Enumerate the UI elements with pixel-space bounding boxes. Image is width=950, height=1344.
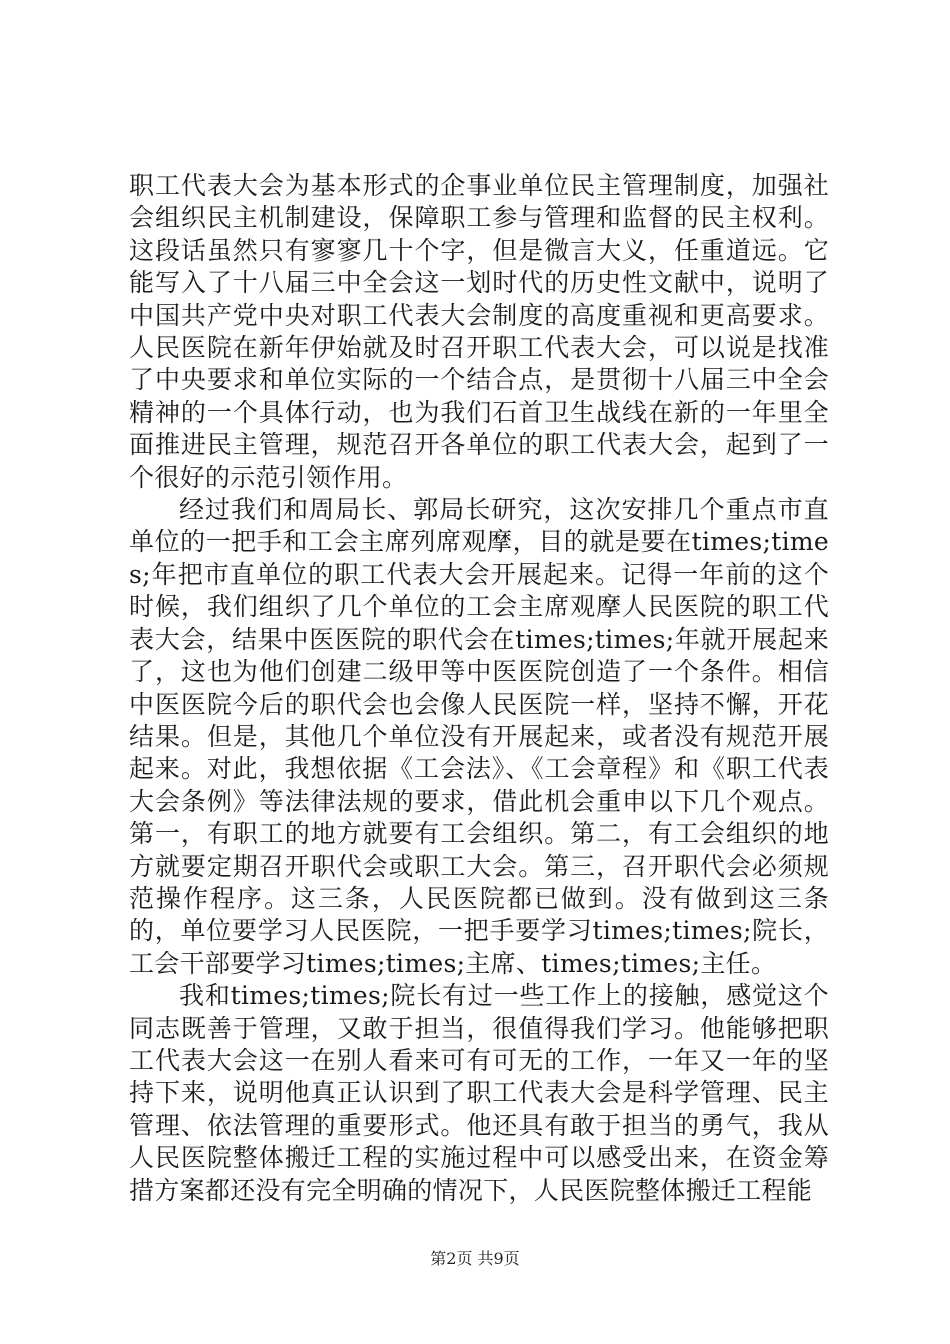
paragraph-2: 经过我们和周局长、郭局长研究，这次安排几个重点市直单位的一把手和工会主席列席观摩，目的就是要在times;times;年把市直单位的职工代表大会开展起来。记得一年前的这个时候，我们组织了几个单位的工会主席观摩人民医院的职工代表大会，结果中医医院的职代会在times;times;年就开展起来了，这也为他们创建二级甲等中医医院创造了一个条件。相信中医医院今后的职代会也会像人民医院一样，坚持不懈，开花结果。但是，其他几个单位没有开展起来，或者没有规范开展起来。对此，我想依据《工会法》、《工会章程》和《职工代表大会条例》等法律法规的要求，借此机会重申以下几个观点。第一，有职工的地方就要有工会组织。第二，有工会组织的地方就要定期召开职代会或职工大会。第三，召开职代会必须规范操作程序。这三条，人民医院都已做到。没有做到这三条的，单位要学习人民医院，一把手要学习times;times;院长，工会干部要学习times;times;主席、times;times;主任。 (129, 495, 829, 978)
document-body (129, 170, 829, 1207)
page-number-footer: 第2页 共9页 (430, 1249, 520, 1268)
paragraph-1: 职工代表大会为基本形式的企事业单位民主管理制度，加强社会组织民主机制建设，保障职工参与管理和监督的民主权利。这段话虽然只有寥寥几十个字，但是微言大义，任重道远。它能写入了十八届三中全会这一划时代的历史性文献中，说明了中国共产党中央对职工代表大会制度的高度重视和更高要求。人民医院在新年伊始就及时召开职工代表大会，可以说是找准了中央要求和单位实际的一个结合点，是贯彻十八届三中全会精神的一个具体行动，也为我们石首卫生战线在新的一年里全面推进民主管理，规范召开各单位的职工代表大会，起到了一个很好的示范引领作用。 (129, 171, 829, 492)
paragraph-3: 我和times;times;院长有过一些工作上的接触，感觉这个同志既善于管理，又敢于担当，很值得我们学习。他能够把职工代表大会这一在别人看来可有可无的工作，一年又一年的坚持下来，说明他真正认识到了职工代表大会是科学管理、民主管理、依法管理的重要形式。他还具有敢于担当的勇气，我从人民医院整体搬迁工程的实施过程中可以感受出来，在资金筹措方案都还没有完全明确的情况下，人民医院整体搬迁工程能 (129, 981, 829, 1205)
